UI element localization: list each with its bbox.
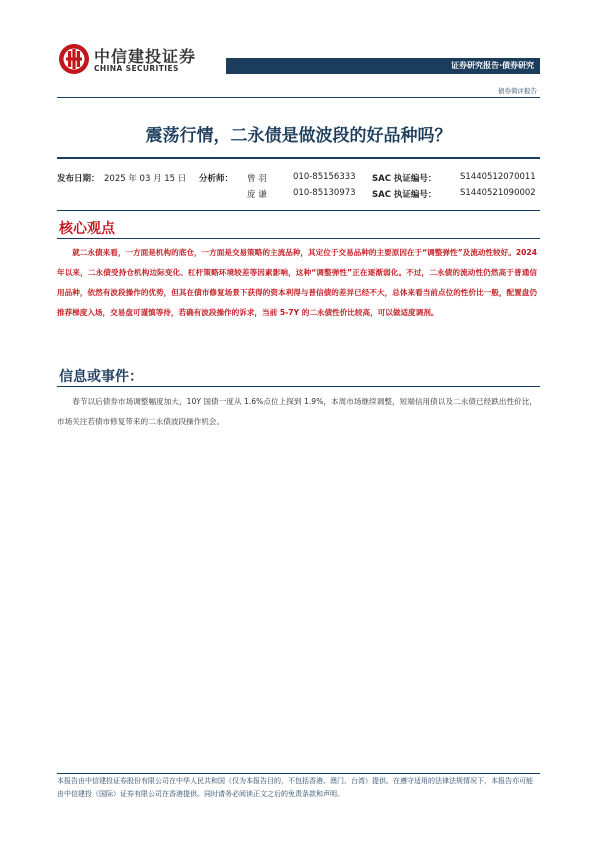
sac-number: S1440512070011 <box>460 172 536 182</box>
event-text: 春节以后债券市场调整幅度加大，10Y 国债一度从 1.6%点位上探到 1.9%，本周市场继续调整，短端信用债以及二永债已经跌出性价比，市场关注若债市修复带来的二永债波段操作机会。 <box>57 397 537 426</box>
brand-name-cn: 中信建投证券 <box>94 47 197 66</box>
sac-number: S1440521090002 <box>460 188 536 198</box>
title-divider <box>57 157 540 159</box>
core-view-heading: 核心观点 <box>59 221 115 237</box>
analyst-name: 庞 谦 <box>247 190 267 200</box>
analyst-phone: 010-85156333 <box>293 172 356 182</box>
core-view-divider <box>57 238 540 239</box>
header-bar <box>226 58 540 74</box>
analyst-name: 曾 羽 <box>247 174 267 184</box>
china-securities-logo-icon <box>58 43 90 75</box>
page-title: 震荡行情，二永债是做波段的好品种吗？ <box>145 126 452 146</box>
brand-name-en: CHINA SECURITIES <box>94 64 179 73</box>
event-heading: 信息或事件： <box>59 369 143 385</box>
analyst-label: 分析师： <box>199 174 234 184</box>
footer-divider <box>57 773 540 774</box>
event-divider <box>57 386 540 387</box>
report-type: 债券简评报告 <box>498 87 537 95</box>
header-divider <box>57 97 540 98</box>
info-divider <box>57 210 540 211</box>
brand-logo <box>58 43 218 77</box>
sac-label: SAC 执证编号： <box>372 190 437 200</box>
disclaimer-footer: 本报告由中信建投证券股份有限公司在中华人民共和国（仅为本报告目的，不包括香港、澳门、台湾）提供。在遵守适用的法律法规情况下，本报告亦可能由中信建投（国际）证券有限公司在香港提供。同时请务必阅读正文之后的免责条款和声明。 <box>57 777 533 798</box>
analyst-phone: 010-85130973 <box>293 188 356 198</box>
sac-label: SAC 执证编号： <box>372 174 437 184</box>
date-label: 发布日期： <box>57 174 100 184</box>
header-bar-text: 证券研究报告·债券研究 <box>450 61 534 70</box>
date-value: 2025 年 03 月 15 日 <box>104 174 187 184</box>
core-view-text: 就二永债来看，一方面是机构的底仓，一方面是交易策略的主流品种，其定位于交易品种的主要原因在于“调整弹性”及流动性较好。2024 年以来，二永债受持仓机构边际变化、杠杆策略环境较差等因素影响，这种“调整弹性”正在逐渐弱化。不过，二永债的流动性仍然高于普通信用品种，依然有波段操作的优势，但其在债市修复场景下获得的资本利得与普信债的差异已经不大，总体来看当前点位的性价比一般，配置盘仍推荐梯度入场，交易盘可谨慎等待，若确有波段操作的诉求，当前 5-7Y 的二永债性价比较高，可以做适度调剂。 <box>57 248 537 317</box>
